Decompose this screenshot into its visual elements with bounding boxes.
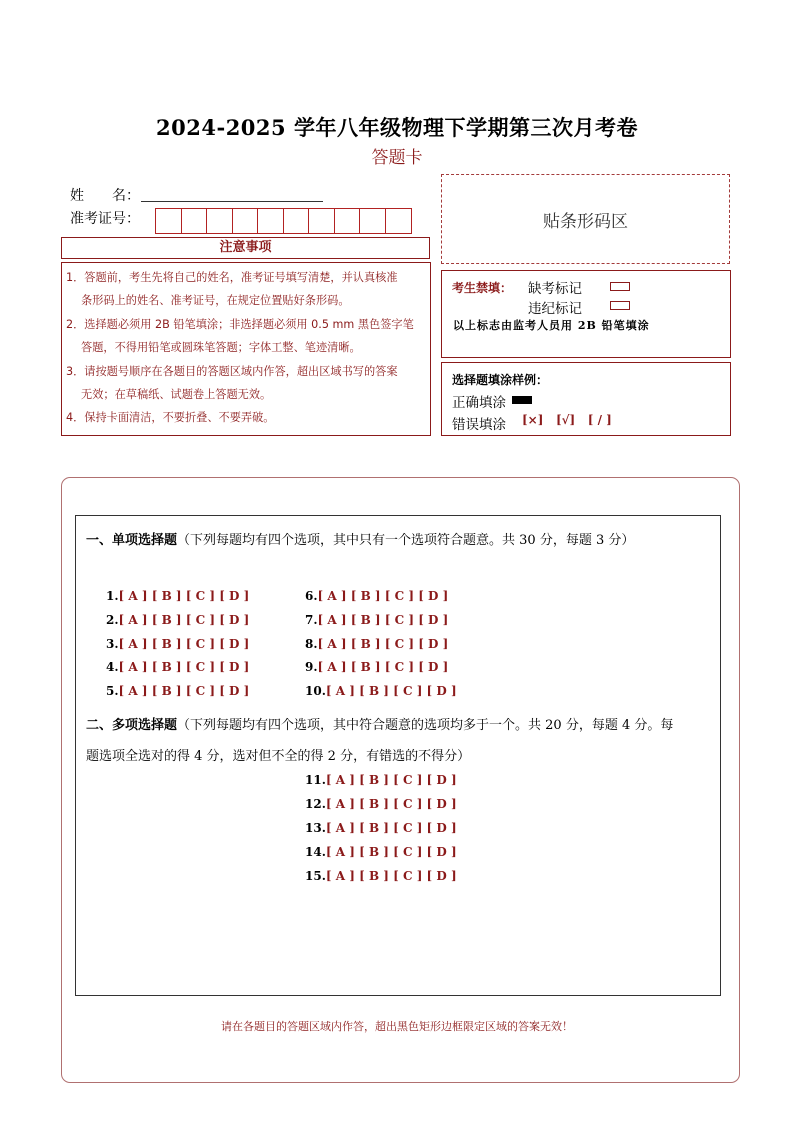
section2-desc-line1: （下列每题均有四个选项，其中符合题意的选项均多于一个。共 20 分，每题 4 分。每: [177, 718, 674, 733]
question-row[interactable]: 10.[ A ] [ B ] [ C ] [ D ]: [305, 684, 457, 698]
section1-heading: 一、单项选择题: [86, 533, 178, 548]
question-row[interactable]: 1.[ A ] [ B ] [ C ] [ D ]: [106, 589, 250, 603]
fill-sample-box: [441, 362, 731, 436]
id-digit-box[interactable]: [233, 209, 259, 233]
violation-label: 违纪标记: [528, 301, 582, 317]
id-digit-box[interactable]: [309, 209, 335, 233]
wrong-mark: [√]: [555, 413, 576, 427]
question-row[interactable]: 7.[ A ] [ B ] [ C ] [ D ]: [305, 613, 449, 627]
note-line: 2．选择题必须用 2B 铅笔填涂；非选择题必须用 0.5 mm 黑色签字笔: [66, 317, 414, 331]
question-row[interactable]: 13.[ A ] [ B ] [ C ] [ D ]: [305, 821, 457, 835]
barcode-area: [441, 174, 730, 264]
question-row[interactable]: 9.[ A ] [ B ] [ C ] [ D ]: [305, 660, 449, 674]
note-line: 1．答题前，考生先将自己的姓名，准考证号填写清楚，并认真核准: [66, 271, 398, 284]
examiner-note: 以上标志由监考人员用 2B 铅笔填涂: [453, 319, 650, 332]
notes-heading: 注意事项: [61, 237, 430, 259]
question-row[interactable]: 15.[ A ] [ B ] [ C ] [ D ]: [305, 869, 457, 883]
wrong-fill-marks: [522, 413, 612, 427]
id-label: 准考证号：: [70, 211, 140, 227]
id-digit-box[interactable]: [156, 209, 182, 233]
page-subtitle: 答题卡: [371, 148, 423, 168]
question-row[interactable]: 12.[ A ] [ B ] [ C ] [ D ]: [305, 797, 457, 811]
question-row[interactable]: 14.[ A ] [ B ] [ C ] [ D ]: [305, 845, 457, 859]
id-digit-box[interactable]: [258, 209, 284, 233]
answer-area-warning: 请在各题目的答题区域内作答，超出黑色矩形边框限定区域的答案无效！: [221, 1020, 573, 1033]
sample-title: 选择题填涂样例：: [452, 373, 549, 387]
note-line: 4．保持卡面清洁，不要折叠、不要弄破。: [66, 411, 275, 425]
id-digit-box[interactable]: [360, 209, 386, 233]
section2-desc-line2: 题选项全选对的得 4 分，选对但不全的得 2 分，有错选的不得分）: [86, 749, 471, 764]
barcode-label: 贴条形码区: [543, 211, 628, 232]
violation-mark-box[interactable]: [610, 301, 630, 310]
section1-header: [86, 529, 634, 548]
section2-heading: 二、多项选择题: [86, 718, 178, 733]
wrong-mark: [ / ]: [587, 413, 612, 427]
note-line: 条形码上的姓名、准考证号，在规定位置贴好条形码。: [81, 294, 350, 308]
section2-header: [86, 714, 673, 733]
id-digit-box[interactable]: [335, 209, 361, 233]
examiner-only-box: [441, 270, 731, 358]
note-line: 3．请按题号顺序在各题目的答题区域内作答，超出区域书写的答案: [66, 364, 398, 378]
correct-fill-mark: [512, 396, 532, 404]
id-digit-box[interactable]: [386, 209, 412, 233]
examiner-only-label: 考生禁填：: [452, 281, 513, 295]
name-label: 姓 名：: [70, 188, 140, 204]
question-row[interactable]: 4.[ A ] [ B ] [ C ] [ D ]: [106, 660, 250, 674]
name-field[interactable]: [141, 200, 323, 202]
question-row[interactable]: 3.[ A ] [ B ] [ C ] [ D ]: [106, 637, 250, 651]
id-digit-box[interactable]: [182, 209, 208, 233]
note-line: 无效；在草稿纸、试题卷上答题无效。: [81, 388, 272, 402]
correct-fill-label: 正确填涂: [452, 395, 506, 411]
question-row[interactable]: 6.[ A ] [ B ] [ C ] [ D ]: [305, 589, 449, 603]
id-digit-box[interactable]: [284, 209, 310, 233]
wrong-fill-label: 错误填涂: [452, 417, 506, 433]
id-digit-box[interactable]: [207, 209, 233, 233]
section1-desc: （下列每题均有四个选项，其中只有一个选项符合题意。共 30 分，每题 3 分）: [177, 533, 635, 548]
question-row[interactable]: 11.[ A ] [ B ] [ C ] [ D ]: [305, 773, 457, 787]
question-row[interactable]: 2.[ A ] [ B ] [ C ] [ D ]: [106, 613, 250, 627]
id-number-boxes[interactable]: [155, 208, 412, 234]
question-row[interactable]: 5.[ A ] [ B ] [ C ] [ D ]: [106, 684, 250, 698]
note-line: 答题，不得用铅笔或圆珠笔答题；字体工整、笔迹清晰。: [81, 341, 361, 355]
question-row[interactable]: 8.[ A ] [ B ] [ C ] [ D ]: [305, 637, 449, 651]
absent-label: 缺考标记: [528, 281, 582, 297]
absent-mark-box[interactable]: [610, 282, 630, 291]
notes-box: [61, 262, 431, 436]
page-title: 2024-2025 学年八年级物理下学期第三次月考卷: [156, 115, 638, 140]
wrong-mark: [×]: [522, 413, 544, 427]
